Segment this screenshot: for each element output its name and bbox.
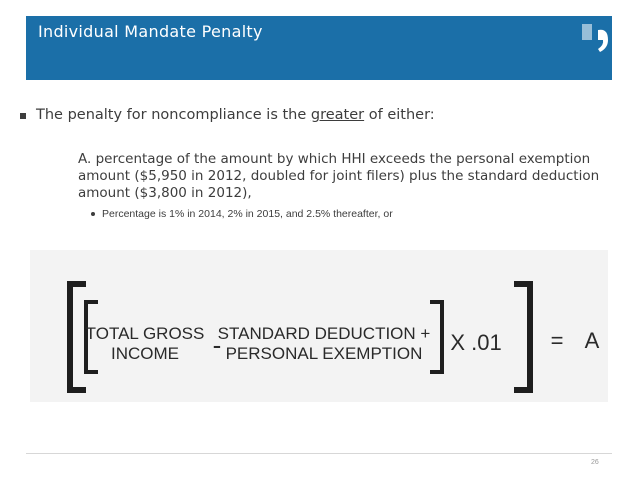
formula-term2-line1: STANDARD DEDUCTION + (217, 324, 431, 343)
formula-equals: = (550, 328, 564, 353)
sub-bullet: Percentage is 1% in 2014, 2% in 2015, and 2.5% thereafter, or (102, 208, 393, 220)
logo-icon (574, 18, 620, 54)
slide-title: Individual Mandate Penalty (38, 22, 263, 41)
item-a-label: A. (78, 151, 92, 167)
sub-bullet-dot-icon (91, 212, 95, 216)
formula-term2-line2: PERSONAL EXEMPTION (225, 344, 423, 363)
formula-result: A (584, 328, 600, 353)
formula-panel (30, 250, 608, 402)
footer-divider (26, 453, 612, 454)
item-a (78, 151, 608, 202)
bullet-square-icon (20, 113, 26, 119)
formula-term1-line1: TOTAL GROSS (85, 324, 205, 343)
formula-graphic (30, 250, 608, 402)
formula-minus: - (212, 330, 222, 360)
main-bullet-emphasis: greater (310, 107, 365, 123)
formula-multiplier: X .01 (450, 330, 502, 355)
outer-left-bracket (70, 284, 86, 390)
inner-right-bracket (430, 302, 442, 372)
item-a-text: percentage of the amount by which HHI exceeds the personal exemption amount ($5,950 in 2012, doubled for joint filers) plus the standard deduction amount ($3,800 in 2012), (78, 151, 600, 201)
formula-term1-line2: INCOME (111, 344, 179, 363)
main-bullet (36, 107, 435, 123)
outer-right-bracket (514, 284, 530, 390)
page-number: 26 (591, 459, 599, 466)
main-bullet-pre: The penalty for noncompliance is the (36, 107, 311, 123)
main-bullet-post: of either: (364, 107, 435, 123)
